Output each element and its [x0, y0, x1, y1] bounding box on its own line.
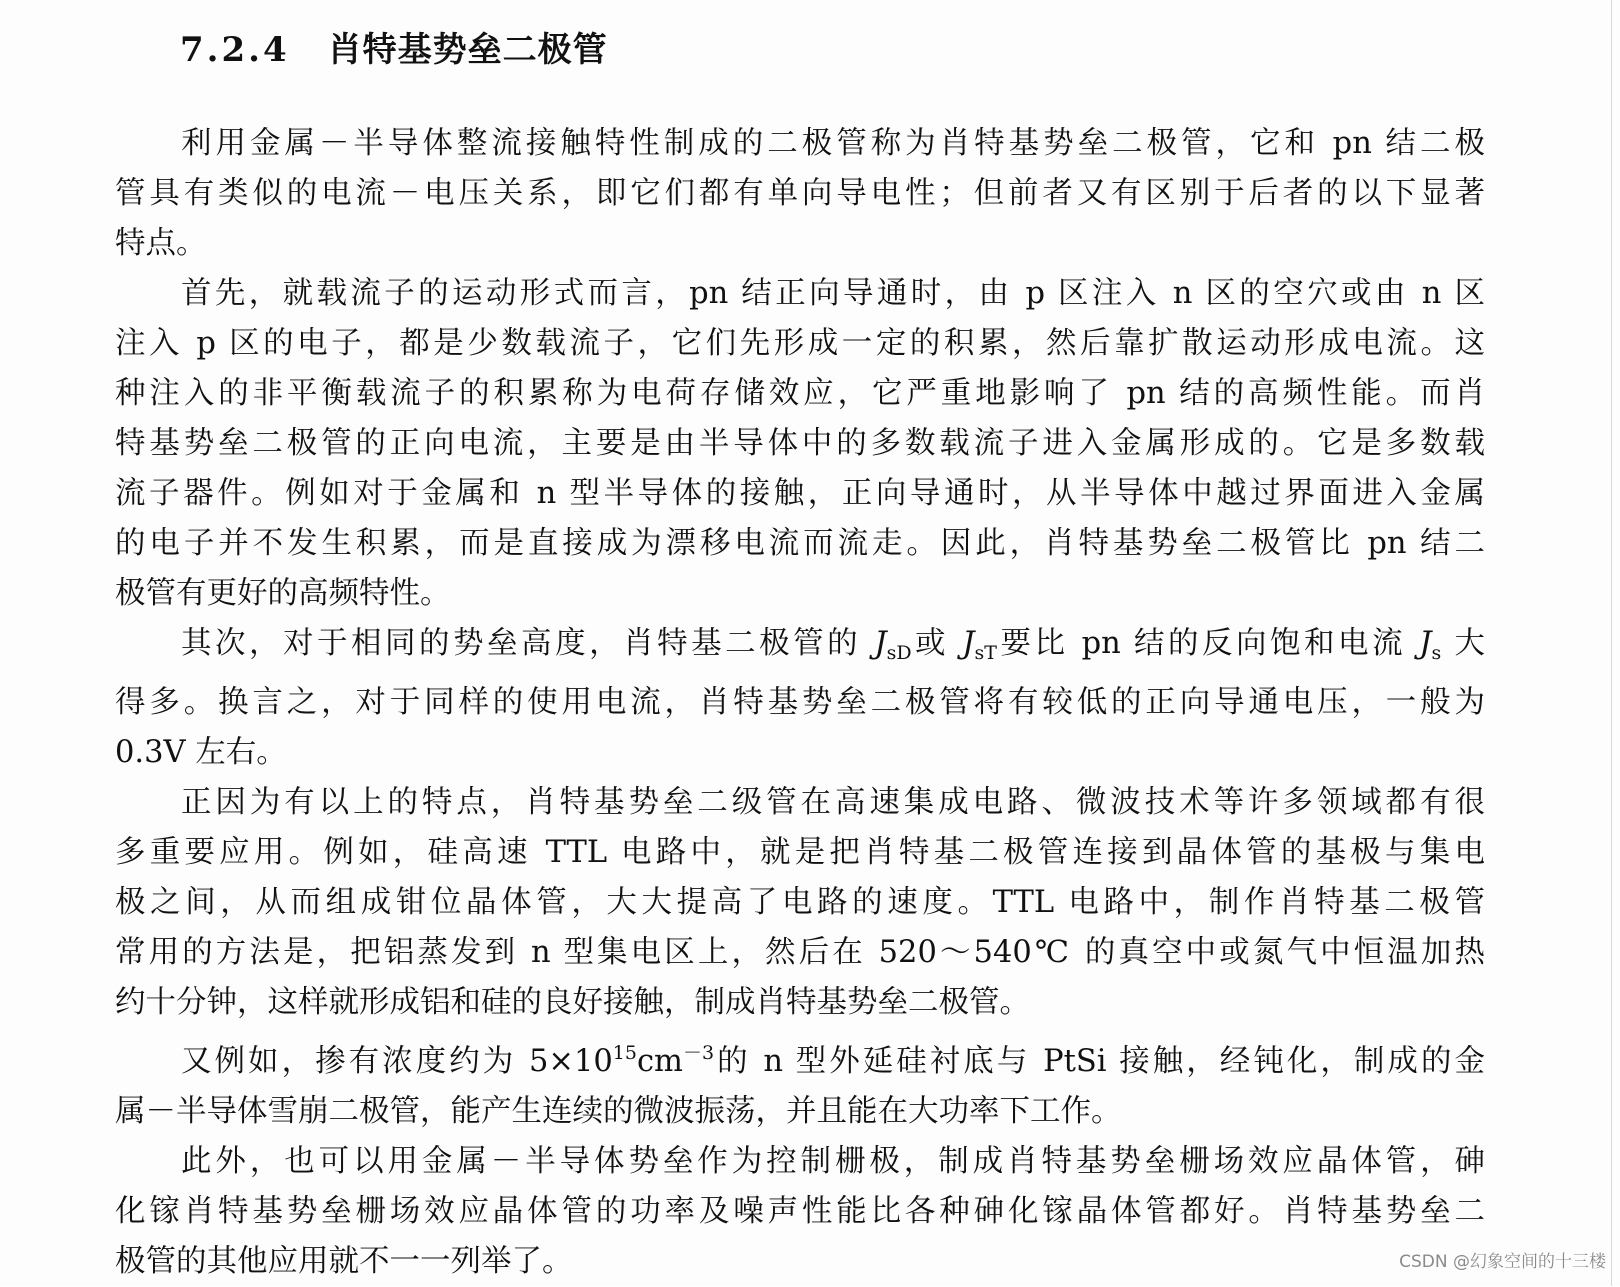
- paragraph-3-line-3: 0.3V 左右。: [115, 735, 287, 770]
- p3-text-b: 或: [911, 626, 963, 661]
- paragraph-2-line-6: 的电子并不发生积累，而是直接成为漂移电流而流走。因此，肖特基势垒二极管比 pn 结二: [115, 526, 1485, 561]
- section-number: 7.2.4: [180, 30, 290, 70]
- p3-text-a: 其次，对于相同的势垒高度，肖特基二极管的: [181, 626, 875, 661]
- paragraph-1-line-3: 特点。: [115, 226, 207, 261]
- p5-text-c: 的 n 型外延硅衬底与 PtSi 接触，经钝化，制成的金: [714, 1044, 1485, 1079]
- body-text: [115, 119, 1485, 1287]
- paragraph-2-line-5: 流子器件。例如对于金属和 n 型半导体的接触，正向导通时，从半导体中越过界面进入金属: [115, 476, 1485, 511]
- paragraph-2-line-4: 特基势垒二极管的正向电流，主要是由半导体中的多数载流子进入金属形成的。它是多数载: [115, 426, 1485, 461]
- paragraph-4-line-5: 约十分钟，这样就形成铝和硅的良好接触，制成肖特基势垒二极管。: [115, 985, 1030, 1020]
- paragraph-5-line-1: [115, 1028, 1485, 1087]
- superscript-15: 15: [612, 1042, 637, 1064]
- paragraph-6-line-2: 化镓肖特基势垒栅场效应晶体管的功率及噪声性能比各种砷化镓晶体管都好。肖特基势垒二: [115, 1194, 1485, 1229]
- paragraph-2-line-3: 种注入的非平衡载流子的积累称为电荷存储效应，它严重地影响了 pn 结的高频性能。而肖: [115, 376, 1485, 411]
- symbol-j-st: J: [962, 626, 975, 661]
- paragraph-5-line-2: 属－半导体雪崩二极管，能产生连续的微波振荡，并且能在大功率下工作。: [115, 1094, 1122, 1129]
- p3-text-c: 要比 pn 结的反向饱和电流: [996, 626, 1420, 661]
- subscript-s: s: [1431, 642, 1442, 664]
- paragraph-6-line-1: 此外，也可以用金属－半导体势垒作为控制栅极，制成肖特基势垒栅场效应晶体管，砷: [181, 1144, 1485, 1179]
- superscript-minus-3: －3: [682, 1042, 715, 1064]
- symbol-j-s: J: [1419, 626, 1432, 661]
- p5-text-a: 又例如，掺有浓度约为 5×10: [181, 1044, 613, 1079]
- paragraph-4-line-3: 极之间，从而组成钳位晶体管，大大提高了电路的速度。TTL 电路中，制作肖特基二极管: [115, 885, 1485, 920]
- paragraph-6-line-3: 极管的其他应用就不一一列举了。: [115, 1244, 573, 1279]
- csdn-watermark: CSDN @幻象空间的十三楼: [1399, 1252, 1606, 1272]
- p3-text-d: 大: [1441, 626, 1485, 661]
- symbol-j-sd: J: [874, 626, 887, 661]
- paragraph-2-line-1: 首先，就载流子的运动形式而言，pn 结正向导通时，由 p 区注入 n 区的空穴或由 n 区: [181, 276, 1485, 311]
- paragraph-3-line-2: 得多。换言之，对于同样的使用电流，肖特基势垒二极管将有较低的正向导通电压，一般为: [115, 685, 1485, 720]
- paragraph-2-line-7: 极管有更好的高频特性。: [115, 576, 451, 611]
- section-heading: [180, 22, 608, 71]
- subscript-st: sT: [974, 642, 997, 664]
- paragraph-1-line-1: 利用金属－半导体整流接触特性制成的二极管称为肖特基势垒二极管，它和 pn 结二极: [181, 126, 1485, 161]
- paragraph-4-line-1: 正因为有以上的特点，肖特基势垒二级管在高速集成电路、微波技术等许多领域都有很: [181, 785, 1485, 820]
- paragraph-4-line-4: 常用的方法是，把铝蒸发到 n 型集电区上，然后在 520～540℃ 的真空中或氮气中恒温加热: [115, 935, 1485, 970]
- p5-text-b: cm: [636, 1044, 683, 1079]
- paragraph-2-line-2: 注入 p 区的电子，都是少数载流子，它们先形成一定的积累，然后靠扩散运动形成电流。这: [115, 326, 1485, 361]
- page-edge-line: [1611, 0, 1612, 1286]
- paragraph-3-line-1: [115, 619, 1485, 678]
- paragraph-1-line-2: 管具有类似的电流－电压关系，即它们都有单向导电性；但前者又有区别于后者的以下显著: [115, 176, 1485, 211]
- paragraph-4-line-2: 多重要应用。例如，硅高速 TTL 电路中，就是把肖特基二极管连接到晶体管的基极与集电: [115, 835, 1485, 870]
- section-title: 肖特基势垒二极管: [327, 30, 608, 70]
- subscript-sd: sD: [886, 642, 912, 664]
